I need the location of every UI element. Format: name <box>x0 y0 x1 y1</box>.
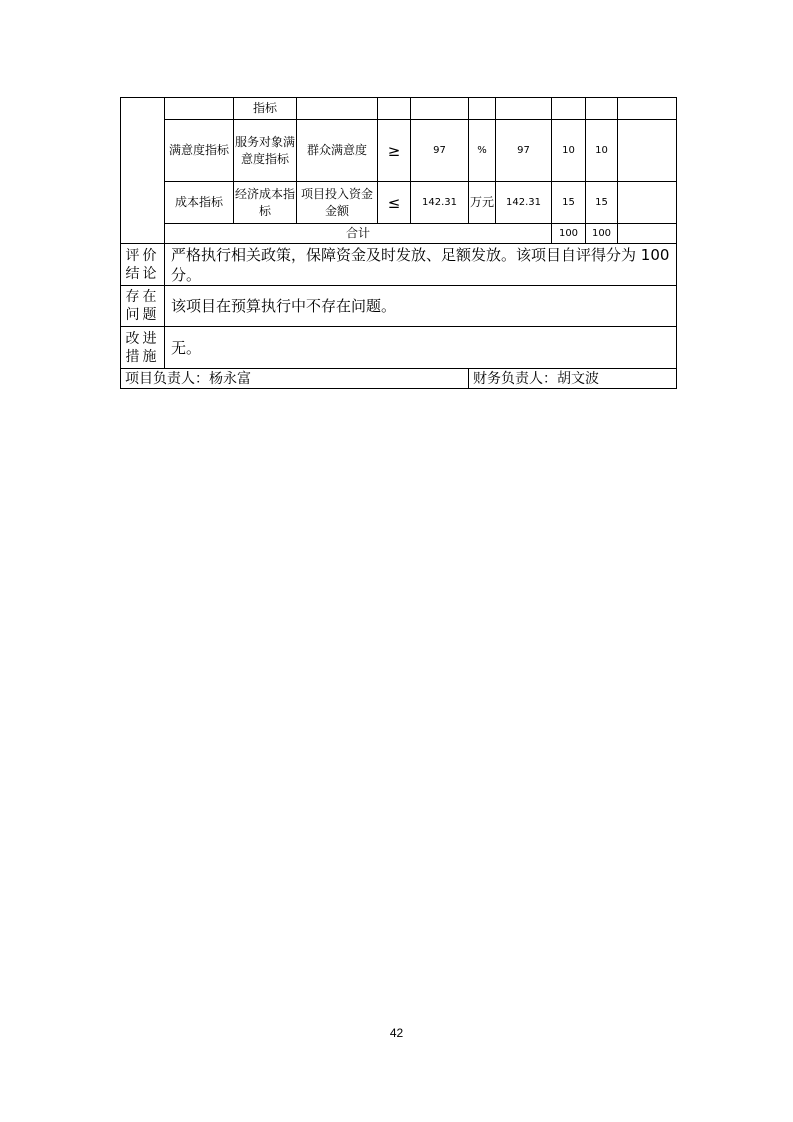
performance-evaluation-table <box>120 97 677 389</box>
primary-indicator-cell <box>121 98 165 244</box>
table-row <box>121 327 677 369</box>
actual-value-cell: 142.31 <box>496 182 552 224</box>
note-cell <box>618 182 677 224</box>
secondary-indicator-cell: 成本指标 <box>165 182 234 224</box>
table-row <box>121 286 677 327</box>
total-label-cell: 合计 <box>165 224 552 244</box>
page-number: 42 <box>389 1026 404 1040</box>
table-row <box>121 224 677 244</box>
table-row <box>121 369 677 389</box>
tertiary-indicator-cell: 指标 <box>234 98 297 120</box>
actual-value-cell: 97 <box>496 120 552 182</box>
secondary-indicator-cell <box>165 98 234 120</box>
secondary-indicator-cell: 满意度指标 <box>165 120 234 182</box>
unit-cell: % <box>469 120 496 182</box>
unit-cell: 万元 <box>469 182 496 224</box>
total-weight-cell: 100 <box>552 224 586 244</box>
tertiary-indicator-cell: 服务对象满意度指标 <box>234 120 297 182</box>
project-leader: 项目负责人：杨永富 <box>121 369 469 389</box>
table-row <box>121 182 677 224</box>
operator-cell: ≤ <box>378 182 411 224</box>
indicator-name-cell: 群众满意度 <box>297 120 378 182</box>
weight-cell: 15 <box>552 182 586 224</box>
indicator-name-cell: 项目投入资金金额 <box>297 182 378 224</box>
weight-cell: 10 <box>552 120 586 182</box>
target-value-cell: 142.31 <box>411 182 469 224</box>
evaluation-label: 评价结论 <box>121 244 165 286</box>
table-row <box>121 120 677 182</box>
table-row <box>121 244 677 286</box>
evaluation-text: 严格执行相关政策，保障资金及时发放、足额发放。该项目自评得分为 100 分。 <box>165 244 677 286</box>
finance-leader: 财务负责人：胡文波 <box>469 369 677 389</box>
problems-text: 该项目在预算执行中不存在问题。 <box>165 286 677 327</box>
target-value-cell: 97 <box>411 120 469 182</box>
tertiary-indicator-cell: 经济成本指标 <box>234 182 297 224</box>
score-cell: 15 <box>586 182 618 224</box>
operator-cell: ≥ <box>378 120 411 182</box>
table-row <box>121 98 677 120</box>
score-cell: 10 <box>586 120 618 182</box>
total-score-cell: 100 <box>586 224 618 244</box>
problems-label: 存在问题 <box>121 286 165 327</box>
measures-label: 改进措施 <box>121 327 165 369</box>
note-cell <box>618 120 677 182</box>
measures-text: 无。 <box>165 327 677 369</box>
